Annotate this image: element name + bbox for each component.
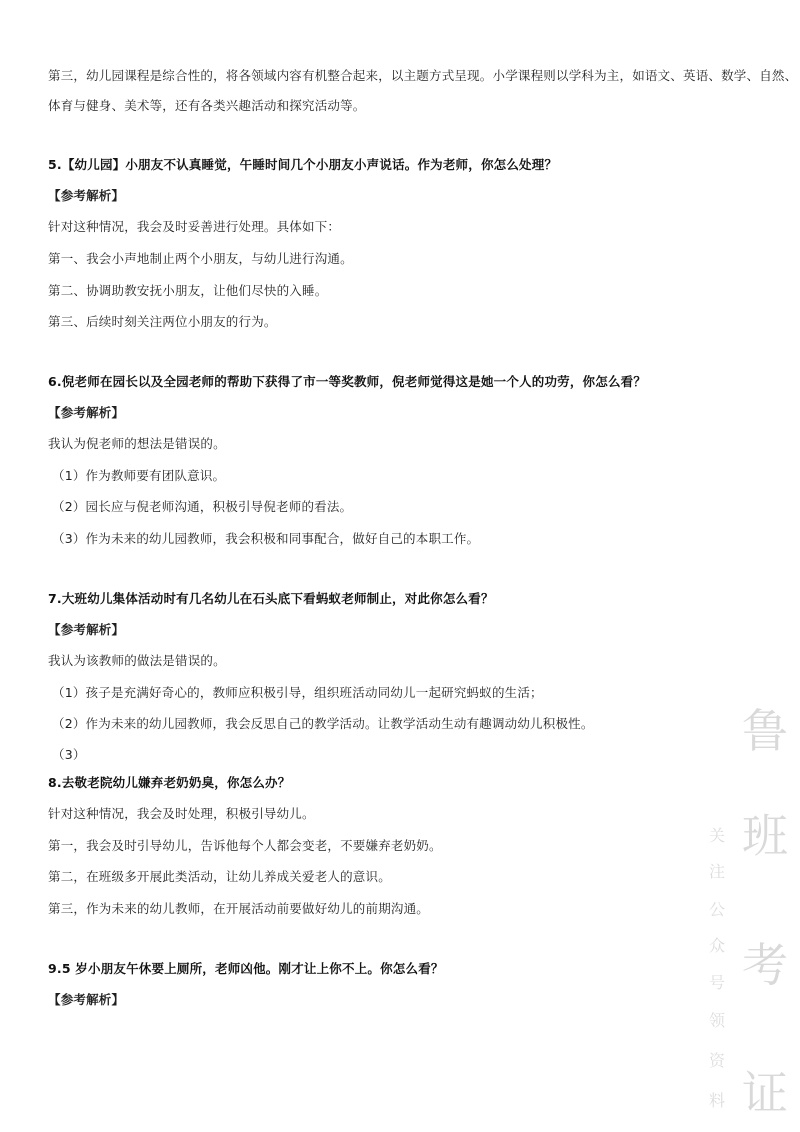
paragraph-line: 第三，幼儿园课程是综合性的，将各领域内容有机整合起来，以主题方式呈现。小学课程则以学科为主，如语文、英语、数学、自然、	[48, 68, 798, 83]
question-7-title: 7.大班幼儿集体活动时有几名幼儿在石头底下看蚂蚁老师制止，对此你怎么看？	[48, 591, 494, 606]
watermark-char: 资	[708, 1051, 725, 1070]
watermark-char: 注	[708, 862, 725, 881]
answer-line: （1）作为教师要有团队意识。	[52, 468, 226, 483]
answer-line: （2）园长应与倪老师沟通，积极引导倪老师的看法。	[52, 499, 353, 514]
watermark-char: 证	[742, 1066, 788, 1120]
reference-analysis-label: 【参考解析】	[48, 405, 125, 420]
watermark-char: 号	[708, 973, 725, 992]
question-6-title: 6.倪老师在园长以及全园老师的帮助下获得了市一等奖教师，倪老师觉得这是她一个人的功劳，你怎么看？	[48, 374, 647, 389]
answer-line: （3）作为未来的幼儿园教师，我会积极和同事配合，做好自己的本职工作。	[52, 531, 480, 546]
watermark-char: 众	[708, 936, 725, 955]
answer-line: 第一，我会及时引导幼儿，告诉他每个人都会变老，不要嫌弃老奶奶。	[48, 838, 442, 853]
answer-line: 第三，作为未来的幼儿教师，在开展活动前要做好幼儿的前期沟通。	[48, 901, 430, 916]
question-5-title: 5.【幼儿园】小朋友不认真睡觉，午睡时间几个小朋友小声说话。作为老师，你怎么处理？	[48, 157, 558, 172]
reference-analysis-label: 【参考解析】	[48, 188, 125, 203]
watermark-char: 关	[708, 826, 725, 845]
reference-analysis-label: 【参考解析】	[48, 622, 125, 637]
answer-line: （1）孩子是充满好奇心的，教师应积极引导，组织班活动同幼儿一起研究蚂蚁的生活；	[52, 685, 543, 700]
answer-line: 我认为该教师的做法是错误的。	[48, 653, 226, 668]
question-9-title: 9.5 岁小朋友午休要上厕所，老师凶他。刚才让上你不上。你怎么看？	[48, 961, 444, 976]
watermark-char: 班	[742, 809, 788, 863]
answer-line: 第二、协调助教安抚小朋友，让他们尽快的入睡。	[48, 283, 328, 298]
answer-line: 我认为倪老师的想法是错误的。	[48, 436, 226, 451]
watermark-char: 鲁	[742, 704, 788, 758]
answer-line: 第三、后续时刻关注两位小朋友的行为。	[48, 314, 277, 329]
watermark-char: 领	[708, 1011, 725, 1030]
reference-analysis-label: 【参考解析】	[48, 992, 125, 1007]
answer-line: 针对这种情况，我会及时处理，积极引导幼儿。	[48, 806, 315, 821]
watermark-char: 公	[708, 900, 725, 919]
question-8-title: 8.去敬老院幼儿嫌弃老奶奶臭，你怎么办？	[48, 775, 291, 790]
answer-line: 第一、我会小声地制止两个小朋友，与幼儿进行沟通。	[48, 251, 353, 266]
answer-line: 第二，在班级多开展此类活动，让幼儿养成关爱老人的意识。	[48, 869, 391, 884]
watermark-char: 料	[708, 1091, 725, 1110]
answer-line: 针对这种情况，我会及时妥善进行处理。具体如下：	[48, 219, 341, 234]
paragraph-line: 体育与健身、美术等，还有各类兴趣活动和探究活动等。	[48, 98, 366, 113]
answer-line: （3）	[52, 747, 86, 762]
answer-line: （2）作为未来的幼儿园教师，我会反思自己的教学活动。让教学活动生动有趣调动幼儿积极性。	[52, 716, 594, 731]
watermark-char: 考	[742, 938, 788, 992]
